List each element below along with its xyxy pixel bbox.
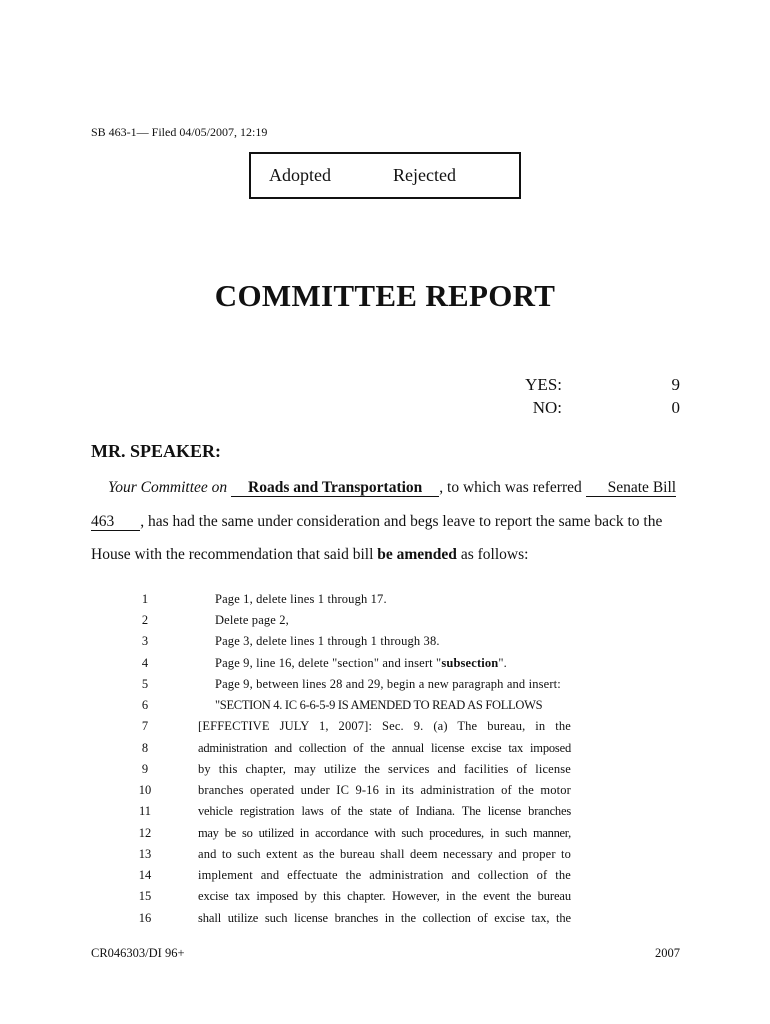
- bill-type: Senate Bill: [586, 480, 676, 497]
- amendment-line: by this chapter, may utilize the services and facilities of license: [198, 762, 571, 776]
- line-number: 5: [141, 677, 149, 691]
- amendment-text: ".: [498, 656, 507, 670]
- amendment-bold-text: subsection: [441, 656, 499, 670]
- rejected-label: Rejected: [393, 165, 456, 185]
- amendment-line: implement and effectuate the administration and collection of the: [198, 868, 571, 882]
- line-number: 14: [138, 868, 152, 882]
- intro-line-2: [91, 513, 662, 531]
- page-title: COMMITTEE REPORT: [214, 278, 556, 313]
- intro-line-3-start: House with the recommendation that said bill: [91, 546, 374, 563]
- yes-count: 9: [671, 375, 680, 394]
- adopted-label: Adopted: [269, 165, 331, 185]
- be-amended: be amended: [377, 546, 457, 563]
- line-number: 13: [138, 847, 152, 861]
- line-number: 12: [138, 826, 152, 840]
- amendment-text: Page 9, line 16, delete "section" and insert ": [215, 656, 442, 670]
- filed-line: SB 463-1— Filed 04/05/2007, 12:19: [91, 125, 268, 139]
- amendment-line: excise tax imposed by this chapter. However, in the event the bureau: [198, 889, 571, 903]
- line-number: 9: [141, 762, 149, 776]
- bill-number: 463: [91, 514, 140, 531]
- document-id: CR046303/DI 96+: [91, 946, 185, 960]
- salutation: MR. SPEAKER:: [91, 441, 221, 461]
- yes-label: YES:: [525, 375, 562, 394]
- line-number: 3: [141, 634, 149, 648]
- line-number: 1: [141, 592, 149, 606]
- amendment-line: branches operated under IC 9-16 in its administration of the motor: [198, 783, 571, 797]
- line-number: 2: [141, 613, 149, 627]
- line-number: 11: [138, 804, 152, 818]
- status-box: [249, 152, 521, 199]
- amendment-line: [EFFECTIVE JULY 1, 2007]: Sec. 9. (a) The bureau, in the: [198, 719, 571, 733]
- intro-line-2-text: , has had the same under consideration and begs leave to report the same back to the: [140, 513, 663, 530]
- intro-line-3-end: as follows:: [460, 546, 529, 563]
- amendment-line: shall utilize such license branches in the collection of excise tax, the: [198, 911, 571, 925]
- line-number: 6: [141, 698, 149, 712]
- intro-prefix: Your Committee on: [108, 479, 228, 496]
- line-number: 16: [138, 911, 152, 925]
- amendment-line: [215, 656, 507, 671]
- line-number: 7: [141, 719, 149, 733]
- amendment-line: and to such extent as the bureau shall deem necessary and proper to: [198, 847, 571, 861]
- amendment-line: vehicle registration laws of the state of Indiana. The license branches: [198, 804, 571, 818]
- amendment-line: Page 9, between lines 28 and 29, begin a new paragraph and insert:: [215, 677, 561, 691]
- line-number: 15: [138, 889, 152, 903]
- committee-name: Roads and Transportation: [231, 480, 439, 497]
- intro-line-3: [91, 546, 528, 564]
- no-label: NO:: [532, 398, 562, 417]
- referred-text: , to which was referred: [439, 479, 582, 496]
- line-number: 8: [141, 741, 149, 755]
- amendment-line: Page 3, delete lines 1 through 1 through 38.: [215, 634, 440, 648]
- line-number: 4: [141, 656, 149, 670]
- no-count: 0: [671, 398, 680, 417]
- amendment-line: "SECTION 4. IC 6-6-5-9 IS AMENDED TO READ AS FOLLOWS: [215, 698, 543, 712]
- amendment-line: Page 1, delete lines 1 through 17.: [215, 592, 387, 606]
- intro-line-1: [108, 479, 676, 497]
- line-number: 10: [138, 783, 152, 797]
- amendment-line: may be so utilized in accordance with such procedures, in such manner,: [198, 826, 571, 840]
- amendment-line: Delete page 2,: [215, 613, 289, 627]
- footer-year: 2007: [655, 946, 680, 960]
- amendment-line: administration and collection of the annual license excise tax imposed: [198, 741, 571, 755]
